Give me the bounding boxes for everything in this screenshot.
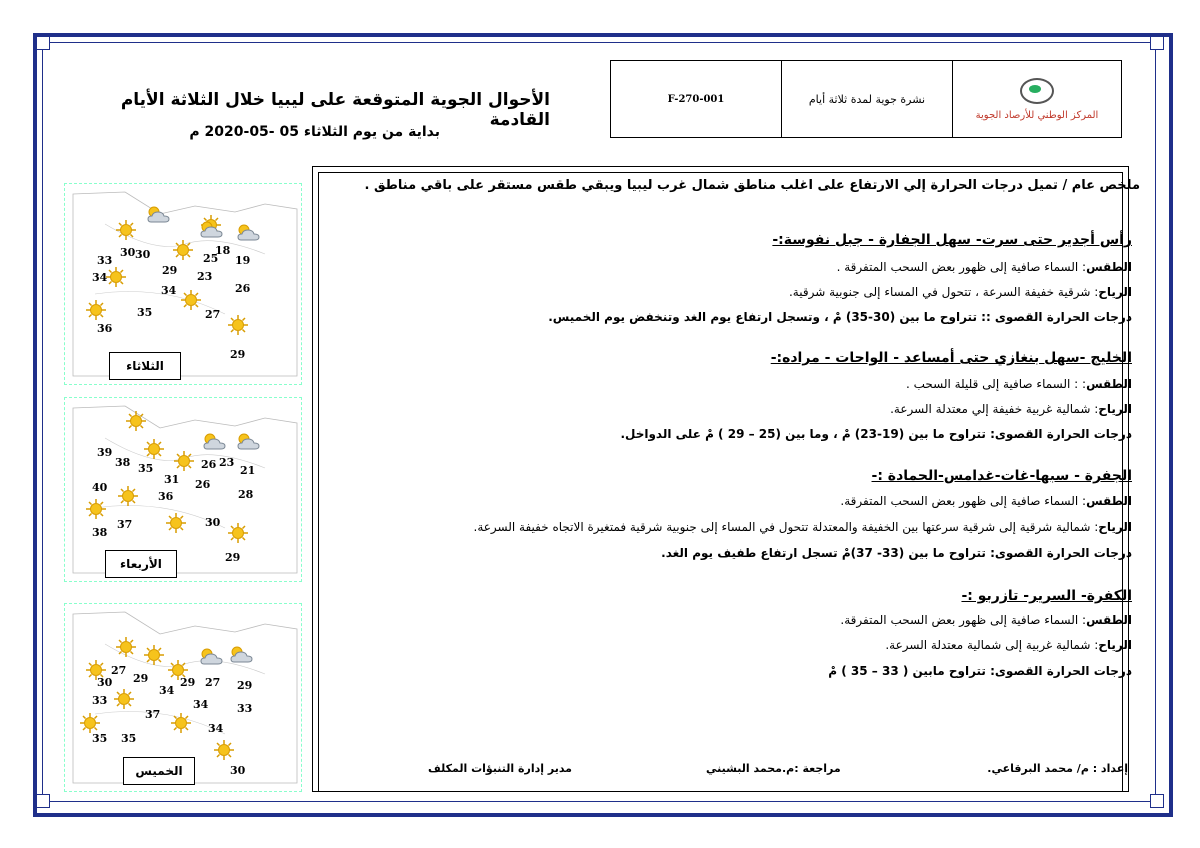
temperature-label: 26 xyxy=(195,478,211,491)
temperature-label: 31 xyxy=(164,473,180,486)
temperature-label: 29 xyxy=(230,348,246,361)
header-table xyxy=(610,60,1122,138)
wind-line: الرياح: شرقية خفيفة السرعة ، تتحول في المساء إلى جنوبية شرقية. xyxy=(788,285,1132,299)
temperature-label: 33 xyxy=(97,254,113,267)
temperature-line: درجات الحرارة القصوى: تتراوح ما بين (19-23) مْ ، وما بين (25 – 29 ) مْ على الدواخل. xyxy=(620,427,1132,441)
reviewed-by: مراجعة :م.محمد البشيني xyxy=(706,762,841,775)
forecast-director: مدير إدارة التنبؤات المكلف xyxy=(428,762,572,775)
corner-ornament xyxy=(36,794,50,808)
map-day-label: الأربعاء xyxy=(105,550,177,578)
partly-cloudy-icon xyxy=(145,204,167,226)
libya-outline xyxy=(65,184,301,386)
temperature-label: 19 xyxy=(235,254,251,267)
temperature-label: 40 xyxy=(92,481,108,494)
sun-icon xyxy=(213,739,235,761)
sun-icon xyxy=(180,289,202,311)
wind-line: الرياح: شمالية شرقية إلى شرقية سرعتها بين الخفيفة والمعتدلة تتحول في المساء إلى جنوبية شرقية فمتغيرة الاتجاه خفيفة السرعة. xyxy=(473,520,1132,534)
temperature-label: 36 xyxy=(97,322,113,335)
map-tuesday xyxy=(64,183,302,385)
organization-name: المركز الوطني للأرصاد الجوية xyxy=(975,109,1099,121)
section-title: الخليج -سهل بنغازي حتى أمساعد - الواحات - مراده:- xyxy=(770,350,1132,366)
temperature-label: 30 xyxy=(120,246,136,259)
partly-cloudy-icon xyxy=(201,431,223,453)
temperature-label: 29 xyxy=(225,551,241,564)
sun-icon xyxy=(113,688,135,710)
sun-icon xyxy=(173,450,195,472)
partly-cloudy-icon xyxy=(198,219,220,241)
weather-line: الطقس: السماء صافية إلى ظهور بعض السحب المتفرقة. xyxy=(840,613,1132,627)
temperature-label: 29 xyxy=(162,264,178,277)
temperature-label: 34 xyxy=(159,684,175,697)
sun-icon xyxy=(143,644,165,666)
page-title: الأحوال الجوية المتوقعة على ليبيا خلال الثلاثة الأيام القادمة xyxy=(120,90,550,130)
form-code: F-270-001 xyxy=(611,61,782,137)
temperature-label: 27 xyxy=(111,664,127,677)
temperature-label: 38 xyxy=(92,526,108,539)
temperature-label: 34 xyxy=(193,698,209,711)
sun-icon xyxy=(165,512,187,534)
temperature-label: 23 xyxy=(219,456,235,469)
prepared-by: إعداد : م/ محمد البرقاعي. xyxy=(987,762,1128,775)
temperature-label: 33 xyxy=(92,694,108,707)
temperature-line: درجات الحرارة القصوى :: تتراوح ما بين (30-35) مْ ، وتسجل ارتفاع يوم الغد وتنخفض يوم الخميس. xyxy=(548,310,1132,324)
sun-icon xyxy=(117,485,139,507)
temperature-label: 26 xyxy=(201,458,217,471)
bulletin-type: نشرة جوية لمدة ثلاثة أيام xyxy=(782,61,953,137)
partly-cloudy-icon xyxy=(228,644,250,666)
sun-icon xyxy=(105,266,127,288)
temperature-label: 26 xyxy=(235,282,251,295)
section-title: رأس أجدير حتى سرت- سهل الجفارة - جبل نفوسة:- xyxy=(772,232,1132,248)
temperature-label: 34 xyxy=(208,722,224,735)
temperature-label: 35 xyxy=(92,732,108,745)
temperature-label: 34 xyxy=(92,271,108,284)
temperature-line: درجات الحرارة القصوى: تتراوح مابين ( 33 – 35 ) مْ xyxy=(828,664,1132,678)
weather-line: الطقس: السماء صافية إلى ظهور بعض السحب المتفرقة. xyxy=(840,494,1132,508)
logo-icon xyxy=(1020,78,1054,104)
sun-icon xyxy=(115,636,137,658)
sun-icon xyxy=(227,522,249,544)
weather-line: الطقس: السماء صافية إلى ظهور بعض السحب المتفرقة . xyxy=(836,260,1132,274)
temperature-label: 28 xyxy=(238,488,254,501)
section-title: الكفرة- السرير- تازربو :- xyxy=(961,588,1132,604)
wind-line: الرياح: شمالية غربية خفيفة إلي معتدلة السرعة. xyxy=(890,402,1132,416)
temperature-label: 29 xyxy=(237,679,253,692)
temperature-label: 21 xyxy=(240,464,256,477)
sun-icon xyxy=(85,299,107,321)
temperature-label: 30 xyxy=(205,516,221,529)
temperature-label: 30 xyxy=(230,764,246,777)
page-subtitle: بداية من يوم الثلاثاء 05 -05-2020 م xyxy=(189,124,440,140)
map-wednesday xyxy=(64,397,302,582)
sun-icon xyxy=(227,314,249,336)
temperature-label: 33 xyxy=(237,702,253,715)
temperature-label: 37 xyxy=(117,518,133,531)
temperature-label: 29 xyxy=(133,672,149,685)
temperature-label: 27 xyxy=(205,308,221,321)
wind-line: الرياح: شمالية غربية إلى شمالية معتدلة السرعة. xyxy=(885,638,1132,652)
temperature-label: 36 xyxy=(158,490,174,503)
sun-icon xyxy=(79,712,101,734)
corner-ornament xyxy=(36,36,50,50)
corner-ornament xyxy=(1150,794,1164,808)
temperature-label: 39 xyxy=(97,446,113,459)
partly-cloudy-icon xyxy=(235,431,257,453)
general-summary: ملخص عام / تميل درجات الحرارة إلي الارتفاع على اغلب مناطق شمال غرب ليبيا ويبقي طقس مستقر على باقي مناطق . xyxy=(364,178,1140,193)
temperature-label: 35 xyxy=(137,306,153,319)
temperature-label: 38 xyxy=(115,456,131,469)
sun-icon xyxy=(143,438,165,460)
sun-icon xyxy=(115,219,137,241)
temperature-label: 30 xyxy=(135,248,151,261)
temperature-label: 29 xyxy=(180,676,196,689)
map-day-label: الخميس xyxy=(123,757,195,785)
sun-icon xyxy=(170,712,192,734)
map-thursday xyxy=(64,603,302,792)
organization xyxy=(953,61,1121,137)
weather-line: الطقس: : السماء صافية إلى قليلة السحب . xyxy=(905,377,1132,391)
corner-ornament xyxy=(1150,36,1164,50)
partly-cloudy-icon xyxy=(235,222,257,244)
temperature-label: 27 xyxy=(205,676,221,689)
temperature-label: 35 xyxy=(138,462,154,475)
temperature-label: 37 xyxy=(145,708,161,721)
temperature-label: 30 xyxy=(97,676,113,689)
temperature-label: 23 xyxy=(197,270,213,283)
temperature-label: 25 xyxy=(203,252,219,265)
sun-icon xyxy=(172,239,194,261)
map-day-label: الثلاثاء xyxy=(109,352,181,380)
partly-cloudy-icon xyxy=(198,646,220,668)
section-title: الجفرة - سبها-غات-غدامس-الحمادة :- xyxy=(871,468,1132,484)
sun-icon xyxy=(125,410,147,432)
temperature-line: درجات الحرارة القصوى: تتراوح ما بين (33- 37)مْ تسجل ارتفاع طفيف يوم الغد. xyxy=(661,546,1132,560)
temperature-label: 35 xyxy=(121,732,137,745)
temperature-label: 34 xyxy=(161,284,177,297)
sun-icon xyxy=(85,498,107,520)
temperature-label: 18 xyxy=(215,244,231,257)
